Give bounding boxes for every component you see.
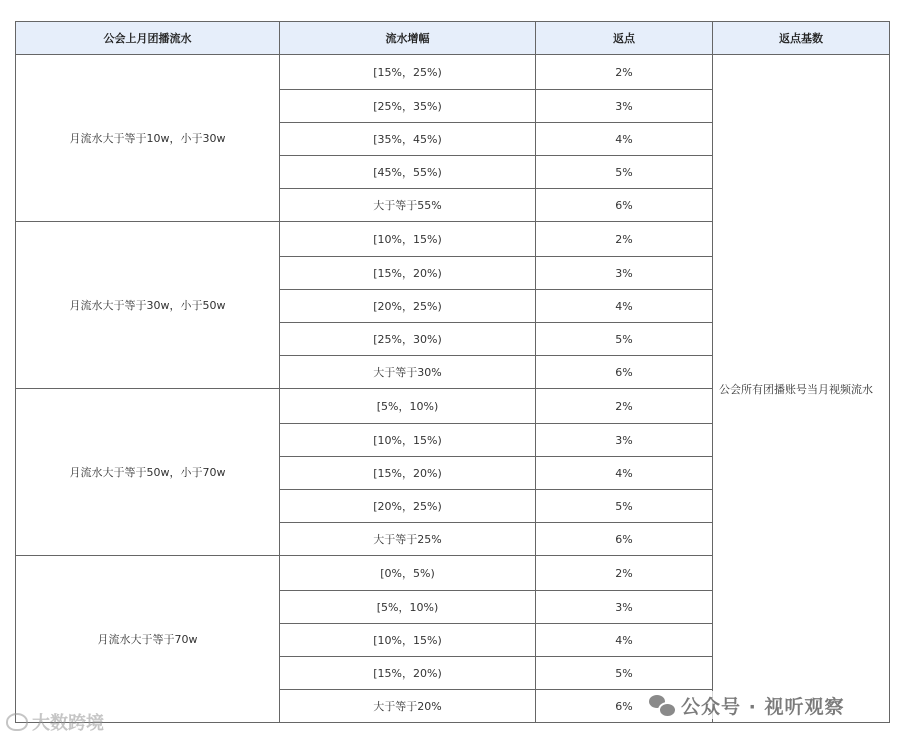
header-rebate-basis: 返点基数 bbox=[713, 22, 890, 55]
growth-cell: 大于等于30% bbox=[280, 356, 536, 389]
growth-cell: [15%，20%) bbox=[280, 257, 536, 290]
rebate-basis-cell: 公会所有团播账号当月视频流水 bbox=[713, 55, 890, 723]
rebate-cell: 4% bbox=[536, 290, 713, 323]
growth-cell: [0%，5%) bbox=[280, 556, 536, 591]
rebate-table bbox=[15, 21, 890, 723]
rebate-cell: 4% bbox=[536, 457, 713, 490]
weibo-watermark-text: 大数跨境 bbox=[32, 713, 104, 734]
weibo-watermark bbox=[6, 710, 104, 734]
growth-cell: [25%，35%) bbox=[280, 90, 536, 123]
growth-cell: 大于等于25% bbox=[280, 523, 536, 556]
growth-cell: [20%，25%) bbox=[280, 290, 536, 323]
growth-cell: [20%，25%) bbox=[280, 490, 536, 523]
monthly-flow-cell: 月流水大于等于10w，小于30w bbox=[16, 55, 280, 222]
rebate-cell: 5% bbox=[536, 657, 713, 690]
table-header-row bbox=[16, 22, 890, 55]
rebate-cell: 5% bbox=[536, 156, 713, 189]
growth-cell: [45%，55%) bbox=[280, 156, 536, 189]
growth-cell: [10%，15%) bbox=[280, 424, 536, 457]
wechat-watermark bbox=[645, 691, 850, 719]
wechat-icon bbox=[649, 694, 675, 716]
monthly-flow-cell: 月流水大于等于30w，小于50w bbox=[16, 222, 280, 389]
growth-cell: [15%，20%) bbox=[280, 657, 536, 690]
rebate-cell: 2% bbox=[536, 222, 713, 257]
growth-cell: [10%，15%) bbox=[280, 222, 536, 257]
rebate-cell: 6% bbox=[536, 356, 713, 389]
growth-cell: [15%，20%) bbox=[280, 457, 536, 490]
growth-cell: [5%，10%) bbox=[280, 591, 536, 624]
header-rebate: 返点 bbox=[536, 22, 713, 55]
rebate-cell: 5% bbox=[536, 490, 713, 523]
growth-cell: [35%，45%) bbox=[280, 123, 536, 156]
rebate-cell: 2% bbox=[536, 556, 713, 591]
growth-cell: [25%，30%) bbox=[280, 323, 536, 356]
growth-cell: 大于等于20% bbox=[280, 690, 536, 723]
rebate-cell: 3% bbox=[536, 257, 713, 290]
rebate-cell: 5% bbox=[536, 323, 713, 356]
rebate-cell: 2% bbox=[536, 389, 713, 424]
rebate-cell: 4% bbox=[536, 123, 713, 156]
growth-cell: 大于等于55% bbox=[280, 189, 536, 222]
wechat-watermark-text: 公众号 · 视听观察 bbox=[681, 695, 845, 718]
rebate-cell: 3% bbox=[536, 90, 713, 123]
rebate-cell: 6% bbox=[536, 189, 713, 222]
header-monthly-flow: 公会上月团播流水 bbox=[16, 22, 280, 55]
growth-cell: [15%，25%) bbox=[280, 55, 536, 90]
growth-cell: [10%，15%) bbox=[280, 624, 536, 657]
weibo-icon bbox=[6, 713, 28, 731]
monthly-flow-cell: 月流水大于等于50w，小于70w bbox=[16, 389, 280, 556]
growth-cell: [5%，10%) bbox=[280, 389, 536, 424]
rebate-cell: 6% bbox=[536, 690, 713, 723]
rebate-cell: 2% bbox=[536, 55, 713, 90]
table-row bbox=[16, 55, 890, 90]
table-body bbox=[16, 55, 890, 723]
rebate-cell: 3% bbox=[536, 424, 713, 457]
rebate-cell: 3% bbox=[536, 591, 713, 624]
rebate-cell: 6% bbox=[536, 523, 713, 556]
header-growth: 流水增幅 bbox=[280, 22, 536, 55]
monthly-flow-cell: 月流水大于等于70w bbox=[16, 556, 280, 723]
rebate-cell: 4% bbox=[536, 624, 713, 657]
